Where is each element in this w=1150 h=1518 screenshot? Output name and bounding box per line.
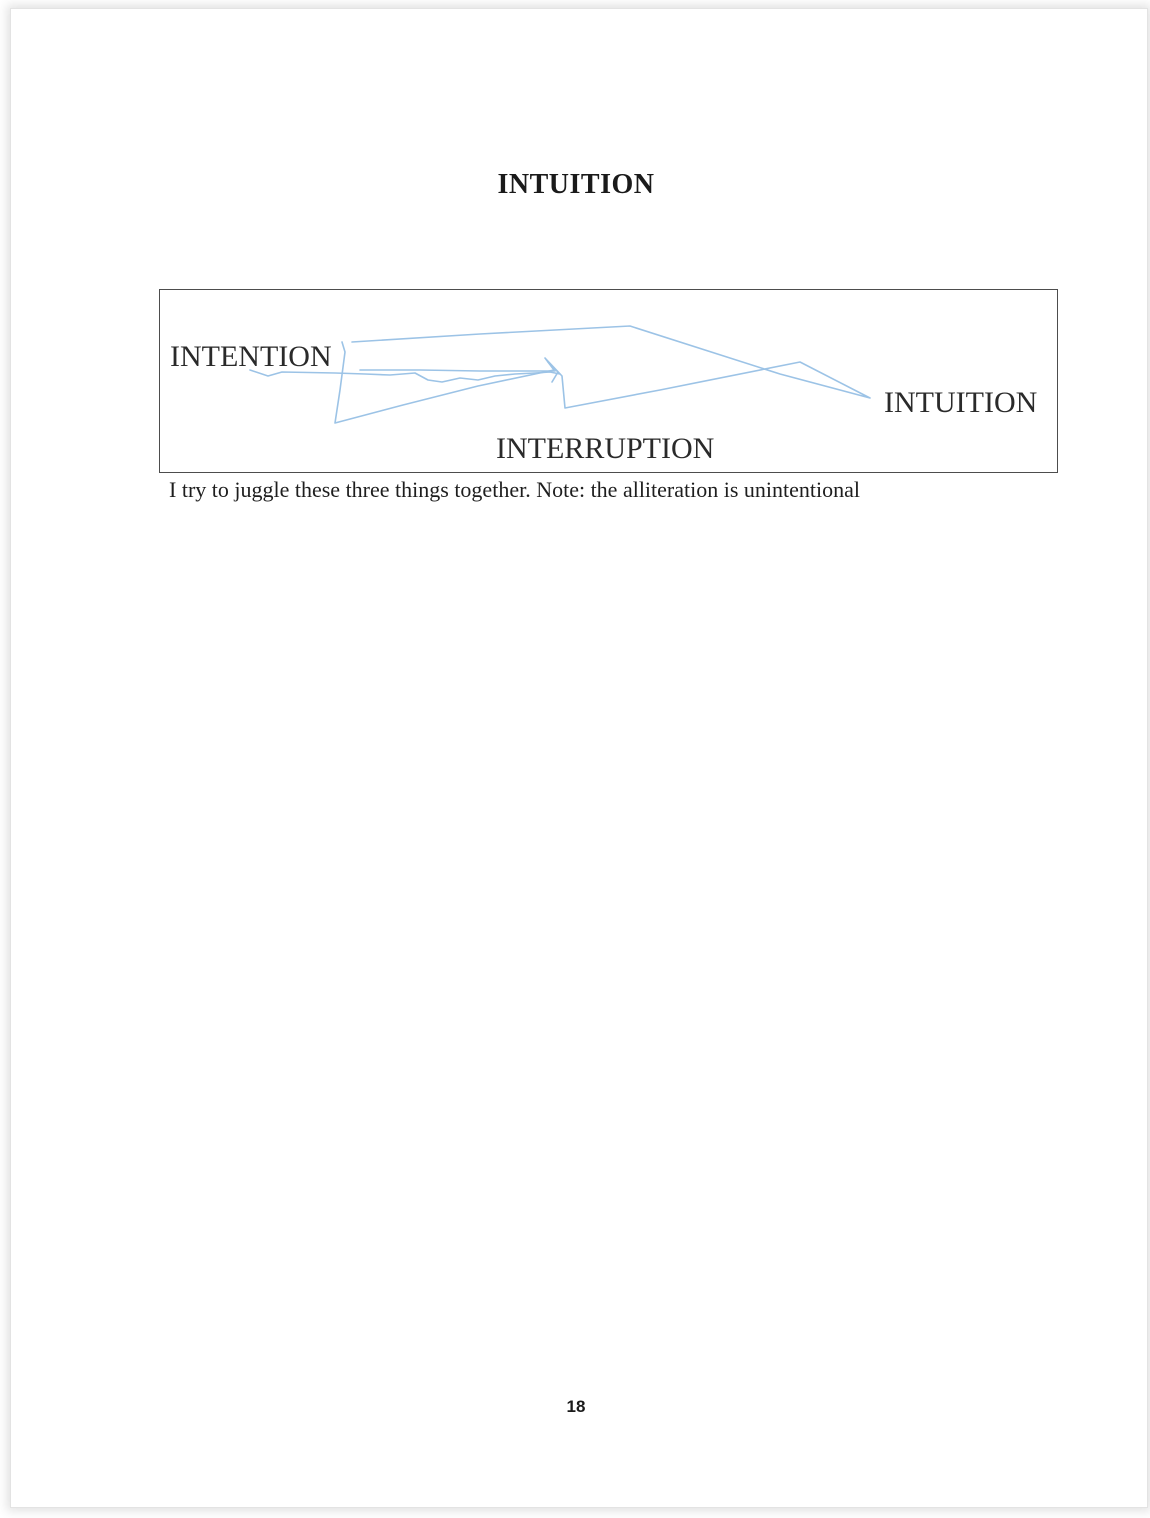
- document-page: [10, 8, 1148, 1508]
- page-heading: INTUITION: [497, 169, 655, 200]
- figure-caption: I try to juggle these three things together. Note: the alliteration is unintentional: [169, 477, 861, 502]
- figure-frame: [159, 289, 1058, 473]
- label-intuition: INTUITION: [884, 386, 1038, 419]
- page-number: 18: [566, 1397, 586, 1416]
- scribble-line: [360, 370, 555, 371]
- scribble-line: [335, 326, 870, 423]
- label-interruption: INTERRUPTION: [496, 432, 715, 465]
- label-intention: INTENTION: [170, 340, 332, 373]
